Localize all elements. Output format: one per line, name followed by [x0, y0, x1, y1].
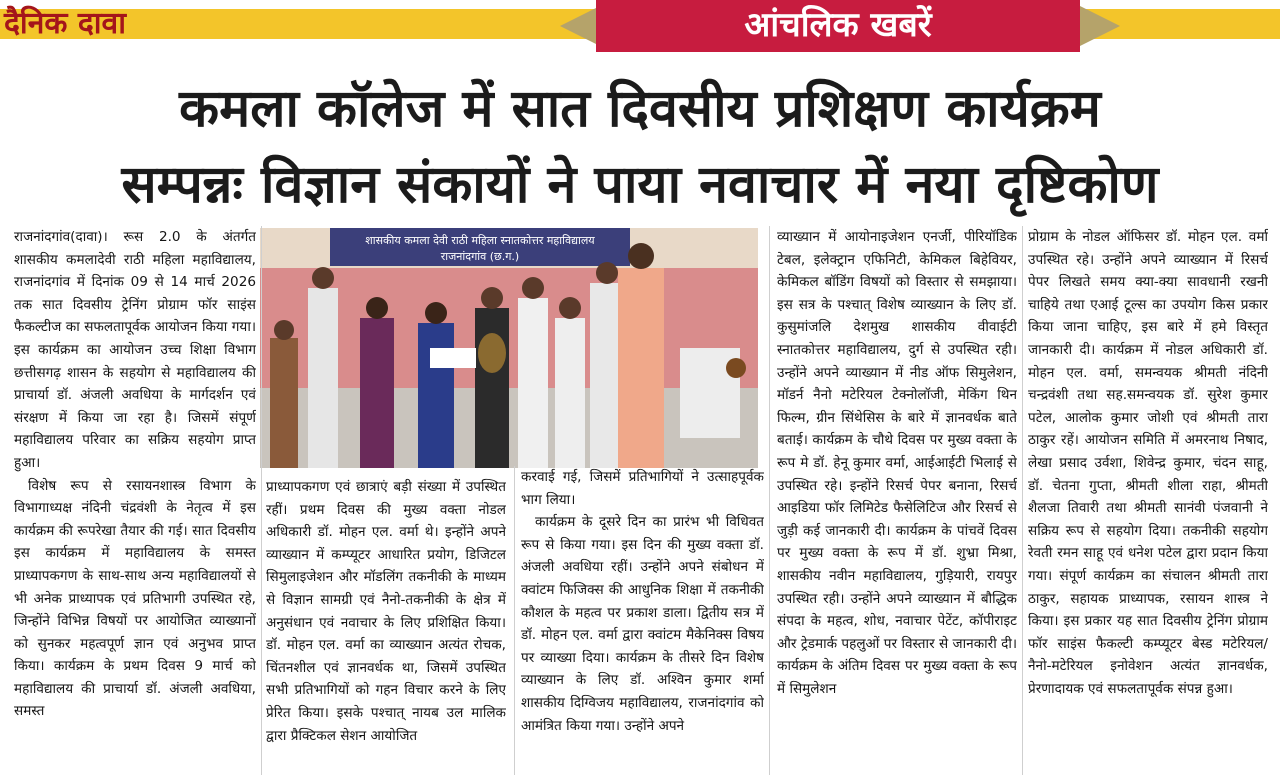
article-paragraph: करवाई गई, जिसमें प्रतिभागियों ने उत्साहपूर्वक भाग लिया। [521, 469, 764, 508]
article-column-2 [266, 476, 506, 775]
photo-banner-line-2: राजनांदगांव (छ.ग.) [440, 250, 520, 263]
section-tab-wedge-left [560, 6, 600, 46]
headline-line-1: कमला कॉलेज में सात दिवसीय प्रशिक्षण कार्यक्रम [179, 79, 1101, 139]
news-photo [260, 228, 758, 468]
article-paragraph: प्रोग्राम के नोडल ऑफिसर डॉ. मोहन एल. वर्मा उपस्थित रहे। उन्होंने अपने व्याख्यान में रिसर्च पेपर लिखते समय क्या-क्या सावधानी रखनी चाहिये तथा एआई टूल्स का उपयोग किस प्रकार किया जाना चाहिए, इस बारे में हमे विस्तृत जानकारी दी। कार्यक्रम में नोडल अधिकारी डॉ. मोहन एल. वर्मा, समन्वयक श्रीमती नंदिनी चन्द्रवंशी तथा सह.समन्वयक डॉ. सुरेश कुमार पटेल, आलोक कुमार जोशी एवं श्रीमती तारा ठाकुर रहें। आयोजन समिति में अमरनाथ निषाद, लेखा प्रसाद उर्वशा, शिवेन्द्र कुमार, चंदन साहू, डॉ. चेतना गुप्ता, श्रीमती शीला राहा, श्रीमती शैलजा तिवारी तथा श्रीमती सानंवी पंजवानी ने सक्रिय रूप से सहयोग दिया। तकनीकी सहयोग रेवती रमन साहू एवं धनेश पटेल द्वारा प्रदान किया गया। संपूर्ण कार्यक्रम का संचालन श्रीमती तारा ठाकुर, सहायक प्राध्यापक, रसायन शास्त्र ने किया। इस प्रकार यह सात दिवसीय ट्रेनिंग प्रोग्राम फॉर साइंस फैकल्टी कम्प्यूटर बेस्ड मटेरियल/ नैनो-मटेरियल इनोवेशन अत्यंत ज्ञानवर्धक, प्रेरणादायक एवं सफलतापूर्वक संपन्न हुआ। [1028, 229, 1268, 697]
masthead-bar [0, 0, 1280, 52]
section-title: आंचलिक खबरें [596, 0, 1080, 52]
article-paragraph: कार्यक्रम के दूसरे दिन का प्रारंभ भी विधिवत रूप से किया गया। इस दिन की मुख्य वक्ता डॉ. अंजली अवधिया रहीं। उन्होंने अपने संबोधन में क्वांटम फिजिक्स की आधुनिक शिक्षा में तकनीकी कौशल के महत्व पर प्रकाश डाला। द्वितीय सत्र में डॉ. मोहन एल. वर्मा द्वारा क्वांटम मैकेनिक्स विषय पर व्याख्या दिया। कार्यक्रम के तीसरे दिन विशेष व्याख्यान के लिए डॉ. अश्विन कुमार शर्मा शासकीय दिग्विजय महाविद्यालय, राजनांदगांव को आमंत्रित किया गया। उन्होंने अपने [521, 514, 764, 734]
article-paragraph: व्याख्यान में आयोनाइजेशन एनर्जी, पीरियॉडिक टेबल, इलेक्ट्रान एफिनिटी, केमिकल बिहेवियर, केमिकल बॉडिंग विषयों को विस्तार से समझाया। इस सत्र के पश्चात् विशेष व्याख्यान के लिए डॉ. कुसुमांजलि देशमुख शासकीय वीवाईटी स्नातकोत्तर महाविद्यालय, दुर्ग से उपस्थित रही। उन्होंने अपने व्याख्यान में नीड ऑफ सिमुलेशन, मॉडर्न नैनो मटेरियल टेक्नोलॉजी, मेकिंग थिन फिल्म, ग्रीन सिंथेसिस के बारे में ज्ञानवर्धक बाते बताई। कार्यक्रम के चौथे दिवस पर मुख्य वक्ता के रूप मे डॉ. हेनू कुमार वर्मा, आईआईटी भिलाई से उपस्थित रहे। इन्होंने रिसर्च पेपर बनाना, रिसर्च आइडिया फॉर लिमिटेड फैसेलिटिज और रिसर्च से जुड़ी कई जानकारी दी। कार्यक्रम के पांचवें दिवस पर मुख्य वक्ता के रूप में डॉ. शुभ्रा मिश्रा, शासकीय नवीन महाविद्यालय, गुड़ियारी, रायपुर उपस्थित रही। उन्होंने अपने व्याख्यान में बौद्धिक संपदा के महत्व, शोध, नवाचार पेटेंट, कॉपीराइट और ट्रेडमार्क पहलुओं पर विस्तार से जानकारी दी। कार्यक्रम के अंतिम दिवस पर मुख्य वक्ता के रूप में सिमुलेशन [777, 229, 1017, 697]
article-paragraph: विशेष रूप से रसायनशास्त्र विभाग के विभागाध्यक्ष नंदिनी चंद्रवंशी के नेतृत्व में इस कार्यक्रम की रूपरेखा तैयार की गई। सात दिवसीय इस कार्यक्रम में महाविद्यालय के समस्त प्राध्यापकगण के साथ-साथ अन्य महाविद्यालयों से भी अनेक प्राध्यापक एवं प्रतिभागी उपस्थित रहे, जिन्होंने विभिन्न विषयों पर आयोजित व्याख्यानों को सुनकर महत्वपूर्ण ज्ञान एवं अनुभव प्राप्त किया। कार्यक्रम के प्रथम दिवस 9 मार्च को महाविद्यालय की प्राचार्या डॉ. अंजली अवधिया, समस्त [14, 477, 256, 720]
article-paragraph: प्राध्यापकगण एवं छात्राएं बड़ी संख्या में उपस्थित रहीं। प्रथम दिवस की मुख्य वक्ता नोडल अधिकारी डॉ. मोहन एल. वर्मा थे। इन्होंने अपने व्याख्यान में कम्प्यूटर आधारित प्रयोग, डिजिटल सिमुलाइजेशन और मॉडलिंग तकनीकी के माध्यम से विज्ञान सामग्री एवं नैनो-तकनीकी के क्षेत्र में अनुसंधान एवं नवाचार के लिए प्रशिक्षित किया। डॉ. मोहन एल. वर्मा का व्याख्यान अत्यंत रोचक, चिंतनशील एवं ज्ञानवर्धक था, जिसमें उपस्थित सभी प्रतिभागियों को गहन विचार करने के लिए प्रेरित किया। इसके पश्चात् नायब उल मालिक द्वारा प्रैक्टिकल सेशन आयोजित [266, 479, 506, 744]
article-column-4 [777, 226, 1017, 775]
headline-line-2: सम्पन्नः विज्ञान संकायों ने पाया नवाचार में नया दृष्टिकोण [121, 155, 1159, 215]
article-paragraph: राजनांदगांव(दावा)। रूस 2.0 के अंतर्गत शासकीय कमलादेवी राठी महिला महाविद्यालय, राजनांदगांव में दिनांक 09 से 14 मार्च 2026 तक सात दिवसीय ट्रेनिंग प्रोग्राम फॉर साइंस फैकल्टीज का सफलतापूर्वक आयोजन किया गया। इस कार्यक्रम का आयोजन उच्च शिक्षा विभाग छत्तीसगढ़ शासन के सहयोग से महाविद्यालय की प्राचार्या डॉ. अंजली अवधिया के मार्गदर्शन एवं संरक्षण में किया जा रहा है। जिसमें संपूर्ण महाविद्यालय परिवार का सक्रिय सहयोग प्राप्त हुआ। [14, 229, 256, 471]
article-column-1 [14, 226, 256, 775]
column-rule [1022, 226, 1023, 775]
article-column-3 [521, 466, 764, 775]
newspaper-masthead: दैनिक दावा [4, 6, 126, 41]
section-tab-wedge-right [1080, 6, 1120, 46]
article-column-5 [1028, 226, 1268, 775]
column-rule [514, 466, 515, 775]
column-rule [261, 226, 262, 775]
column-rule [769, 226, 770, 775]
photo-banner-line-1: शासकीय कमला देवी राठी महिला स्नातकोत्तर महाविद्यालय [365, 234, 595, 247]
